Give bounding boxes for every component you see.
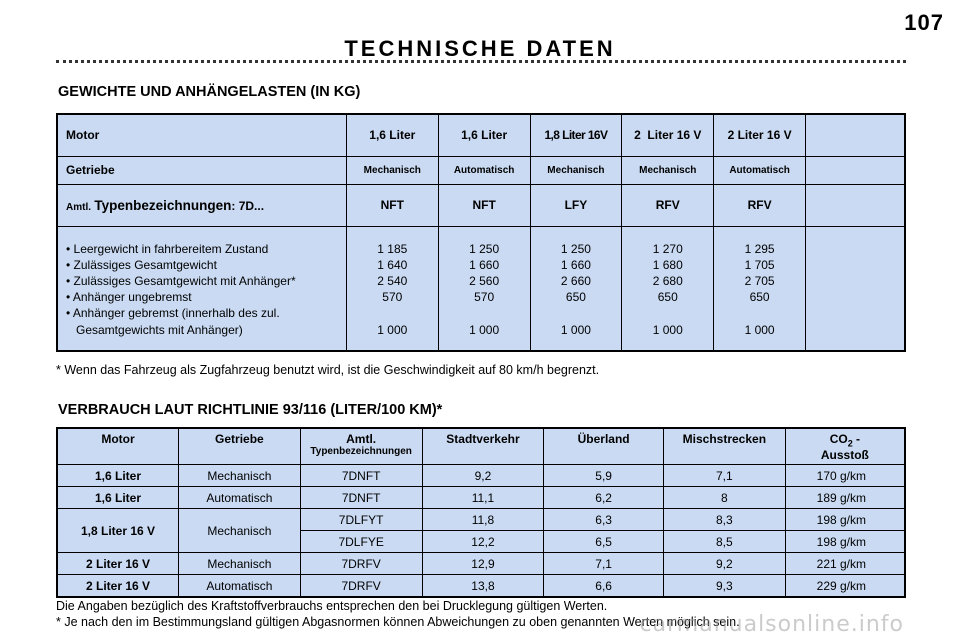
weight-value: 1 270 [652, 241, 683, 256]
col-header-motor: Motor [57, 428, 179, 465]
weight-value: 1 000 [377, 322, 408, 337]
section-heading-weights: GEWICHTE UND ANHÄNGELASTEN (IN KG) [58, 84, 361, 100]
weight-value: 2 705 [744, 273, 775, 288]
typ-label-main: Typenbezeichnungen [94, 197, 232, 213]
typ-cell: LFY [530, 184, 622, 226]
table-row [57, 575, 905, 598]
motor-cell: 1,6 Liter [57, 487, 179, 509]
getriebe-cell: Mechanisch [346, 156, 438, 184]
table-row [57, 465, 905, 487]
motor-cell: 1,8 Liter 16V [530, 114, 622, 156]
table-row [57, 487, 905, 509]
col-header-amtl-main: Amtl. [346, 432, 377, 446]
motor-cell: 2 Liter 16 V [622, 114, 714, 156]
stadt-cell: 12,9 [422, 553, 544, 575]
consumption-footnote: * Je nach den im Bestimmungsland gültigen Abgasnormen können Abweichungen zu oben genannten Werten möglich sein. [56, 615, 740, 629]
weight-value: 2 560 [469, 273, 500, 288]
col-header-misch: Mischstrecken [663, 428, 785, 465]
weight-value: 2 660 [560, 273, 591, 288]
table-row [57, 509, 905, 531]
consumption-header-row [57, 428, 905, 465]
weight-label: • Leergewicht in fahrbereitem Zustand [66, 241, 269, 256]
empty-cell [806, 156, 905, 184]
typ-cell: 7DRFV [300, 575, 422, 598]
ueberland-cell: 7,1 [544, 553, 664, 575]
stadt-cell: 11,8 [422, 509, 544, 531]
consumption-note: Die Angaben bezüglich des Kraftstoffverbrauchs entsprechen den bei Drucklegung gültigen Werten. [56, 599, 608, 613]
motor-cell: 1,6 Liter [346, 114, 438, 156]
misch-cell: 7,1 [663, 465, 785, 487]
co2-suffix: - [852, 432, 861, 446]
weight-value: 1 000 [652, 322, 683, 337]
page-title: TECHNISCHE DATEN [344, 36, 616, 61]
weight-value: 650 [749, 290, 770, 305]
getriebe-cell: Automatisch [438, 156, 530, 184]
typ-cell: RFV [622, 184, 714, 226]
col-header-amtl-sub: Typenbezeichnungen [310, 446, 412, 457]
weight-value: 1 680 [652, 257, 683, 272]
weight-value: 1 185 [377, 241, 408, 256]
page-number: 107 [904, 10, 944, 35]
weight-label: • Anhänger gebremst (innerhalb des zul. [66, 306, 280, 321]
empty-cell [806, 114, 905, 156]
stadt-cell: 9,2 [422, 465, 544, 487]
weight-values-col [438, 226, 530, 351]
weights-row-motor [57, 114, 905, 156]
weight-value: 2 540 [377, 273, 408, 288]
weight-values-col [622, 226, 714, 351]
motor-cell: 1,6 Liter [438, 114, 530, 156]
co2-cell: 189 g/km [785, 487, 905, 509]
getriebe-cell: Mechanisch [530, 156, 622, 184]
weight-label: • Zulässiges Gesamtgewicht [66, 257, 217, 272]
typ-cell: 7DRFV [300, 553, 422, 575]
weight-value: 1 000 [469, 322, 500, 337]
weights-row-data [57, 226, 905, 351]
weight-value [347, 305, 438, 321]
weight-values-col [530, 226, 622, 351]
watermark: carmanualsonline.info [639, 612, 904, 637]
weight-labels [57, 226, 346, 351]
table-row [57, 553, 905, 575]
ueberland-cell: 6,3 [544, 509, 664, 531]
misch-cell: 9,2 [663, 553, 785, 575]
weight-value: 1 000 [744, 322, 775, 337]
weights-row-getriebe [57, 156, 905, 184]
motor-cell: 2 Liter 16 V [57, 553, 179, 575]
weight-value: 1 295 [744, 241, 775, 256]
weight-value: 1 250 [469, 241, 500, 256]
weight-value [622, 305, 713, 321]
weight-label: Gesamtgewichts mit Anhänger) [66, 322, 243, 337]
weight-value: 1 660 [560, 257, 591, 272]
weight-value [439, 305, 530, 321]
col-header-stadt: Stadtverkehr [422, 428, 544, 465]
misch-cell: 8,5 [663, 531, 785, 553]
co2-cell: 170 g/km [785, 465, 905, 487]
getriebe-cell: Automatisch [179, 487, 301, 509]
col-header-co2 [785, 428, 905, 465]
title-dotted-rule [56, 60, 906, 63]
weight-value: 1 705 [744, 257, 775, 272]
weight-label: • Zulässiges Gesamtgewicht mit Anhänger* [66, 273, 296, 288]
motor-label: Motor [57, 114, 346, 156]
ueberland-cell: 6,6 [544, 575, 664, 598]
stadt-cell: 11,1 [422, 487, 544, 509]
ueberland-cell: 6,2 [544, 487, 664, 509]
getriebe-cell: Automatisch [179, 575, 301, 598]
ueberland-cell: 6,5 [544, 531, 664, 553]
weight-value: 650 [657, 290, 678, 305]
weight-value: 1 640 [377, 257, 408, 272]
weight-label: • Anhänger ungebremst [66, 290, 192, 305]
ueberland-cell: 5,9 [544, 465, 664, 487]
typ-cell: 7DNFT [300, 465, 422, 487]
misch-cell: 9,3 [663, 575, 785, 598]
typ-cell: 7DNFT [300, 487, 422, 509]
co2-line2: Ausstoß [820, 448, 869, 463]
getriebe-cell: Mechanisch [179, 553, 301, 575]
co2-cell: 229 g/km [785, 575, 905, 598]
weight-value: 1 250 [560, 241, 591, 256]
weight-value: 2 680 [652, 273, 683, 288]
col-header-getriebe: Getriebe [179, 428, 301, 465]
co2-cell: 221 g/km [785, 553, 905, 575]
stadt-cell: 12,2 [422, 531, 544, 553]
weights-row-typ [57, 184, 905, 226]
co2-cell: 198 g/km [785, 509, 905, 531]
misch-cell: 8,3 [663, 509, 785, 531]
typ-cell: NFT [346, 184, 438, 226]
weight-value [714, 305, 805, 321]
getriebe-cell: Mechanisch [622, 156, 714, 184]
stadt-cell: 13,8 [422, 575, 544, 598]
weight-values-col [714, 226, 806, 351]
motor-cell: 2 Liter 16 V [714, 114, 806, 156]
consumption-table [56, 427, 906, 598]
weight-values-col [346, 226, 438, 351]
typ-cell: 7DLFYT [300, 509, 422, 531]
co2-subscript: 2 [847, 438, 853, 449]
typ-label-prefix: Amtl. [66, 201, 91, 213]
weight-value: 570 [382, 290, 403, 305]
getriebe-cell: Mechanisch [179, 509, 301, 553]
getriebe-cell: Mechanisch [179, 465, 301, 487]
col-header-amtl [300, 428, 422, 465]
misch-cell: 8 [663, 487, 785, 509]
typ-cell: RFV [714, 184, 806, 226]
motor-cell: 2 Liter 16 V [57, 575, 179, 598]
typ-cell: NFT [438, 184, 530, 226]
col-header-ueberland: Überland [544, 428, 664, 465]
motor-cell: 1,6 Liter [57, 465, 179, 487]
getriebe-cell: Automatisch [714, 156, 806, 184]
co2-label: CO [829, 432, 848, 446]
weights-table [56, 113, 906, 352]
empty-cell [806, 184, 905, 226]
weight-value: 650 [565, 290, 586, 305]
co2-cell: 198 g/km [785, 531, 905, 553]
typ-cell: 7DLFYE [300, 531, 422, 553]
typ-label-suffix: : 7D... [231, 198, 265, 213]
typ-label [57, 184, 346, 226]
weights-footnote: * Wenn das Fahrzeug als Zugfahrzeug benutzt wird, ist die Geschwindigkeit auf 80 km/h begrenzt. [56, 363, 600, 377]
weight-value: 1 000 [560, 322, 591, 337]
section-heading-consumption: VERBRAUCH LAUT RICHTLINIE 93/116 (LITER/100 KM)* [58, 402, 443, 418]
weight-value [531, 305, 622, 321]
empty-cell [806, 226, 905, 351]
getriebe-label: Getriebe [57, 156, 346, 184]
motor-cell: 1,8 Liter 16 V [57, 509, 179, 553]
weight-value: 570 [474, 290, 495, 305]
weight-value: 1 660 [469, 257, 500, 272]
